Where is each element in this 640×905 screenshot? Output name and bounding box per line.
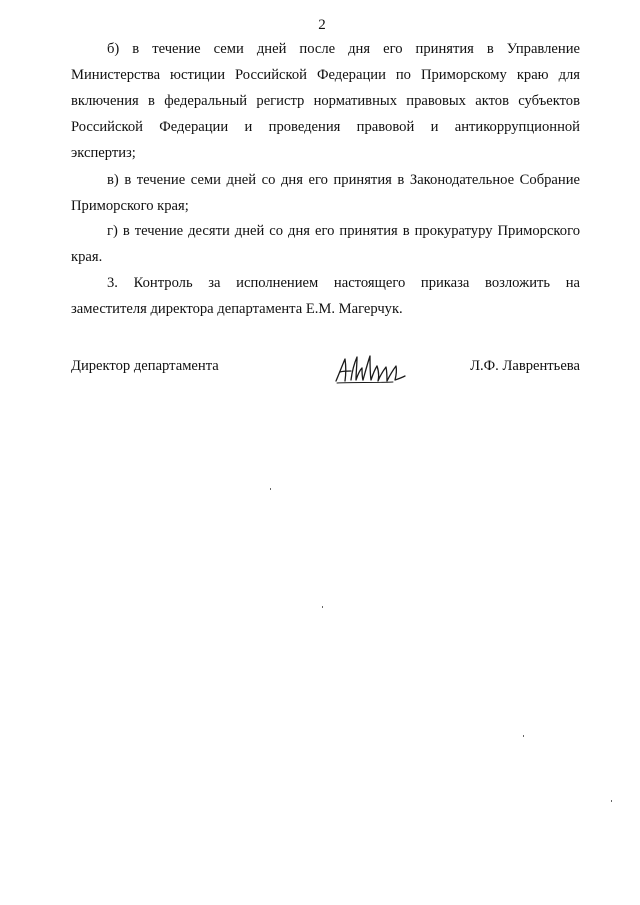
paragraph-g-line-1: г) в течение десяти дней со дня его принятия в прокуратуру Приморского xyxy=(107,223,580,239)
page-number: 2 xyxy=(318,17,326,33)
paragraph-b-line-4: Российской Федерации и проведения правовой и антикоррупционной xyxy=(71,119,580,135)
paragraph-b-line-1: б) в течение семи дней после дня его принятия в Управление xyxy=(107,41,580,57)
scan-speck xyxy=(270,488,271,490)
handwritten-signature xyxy=(333,350,409,386)
item-3-line-1: 3. Контроль за исполнением настоящего приказа возложить на xyxy=(107,275,580,291)
paragraph-b-line-5: экспертиз; xyxy=(71,145,136,161)
scan-speck xyxy=(611,800,612,802)
position-title: Директор департамента xyxy=(71,358,219,374)
scan-speck xyxy=(322,606,323,608)
paragraph-v-line-1: в) в течение семи дней со дня его принятия в Законодательное Собрание xyxy=(107,172,580,188)
scan-speck xyxy=(523,735,524,737)
signatory-name: Л.Ф. Лаврентьева xyxy=(470,358,580,374)
paragraph-b-line-2: Министерства юстиции Российской Федерации по Приморскому краю для xyxy=(71,67,580,83)
item-3-line-2: заместителя директора департамента Е.М. Магерчук. xyxy=(71,301,403,317)
paragraph-g-line-2: края. xyxy=(71,249,103,265)
paragraph-b-line-3: включения в федеральный регистр нормативных правовых актов субъектов xyxy=(71,93,580,109)
paragraph-v-line-2: Приморского края; xyxy=(71,198,189,214)
